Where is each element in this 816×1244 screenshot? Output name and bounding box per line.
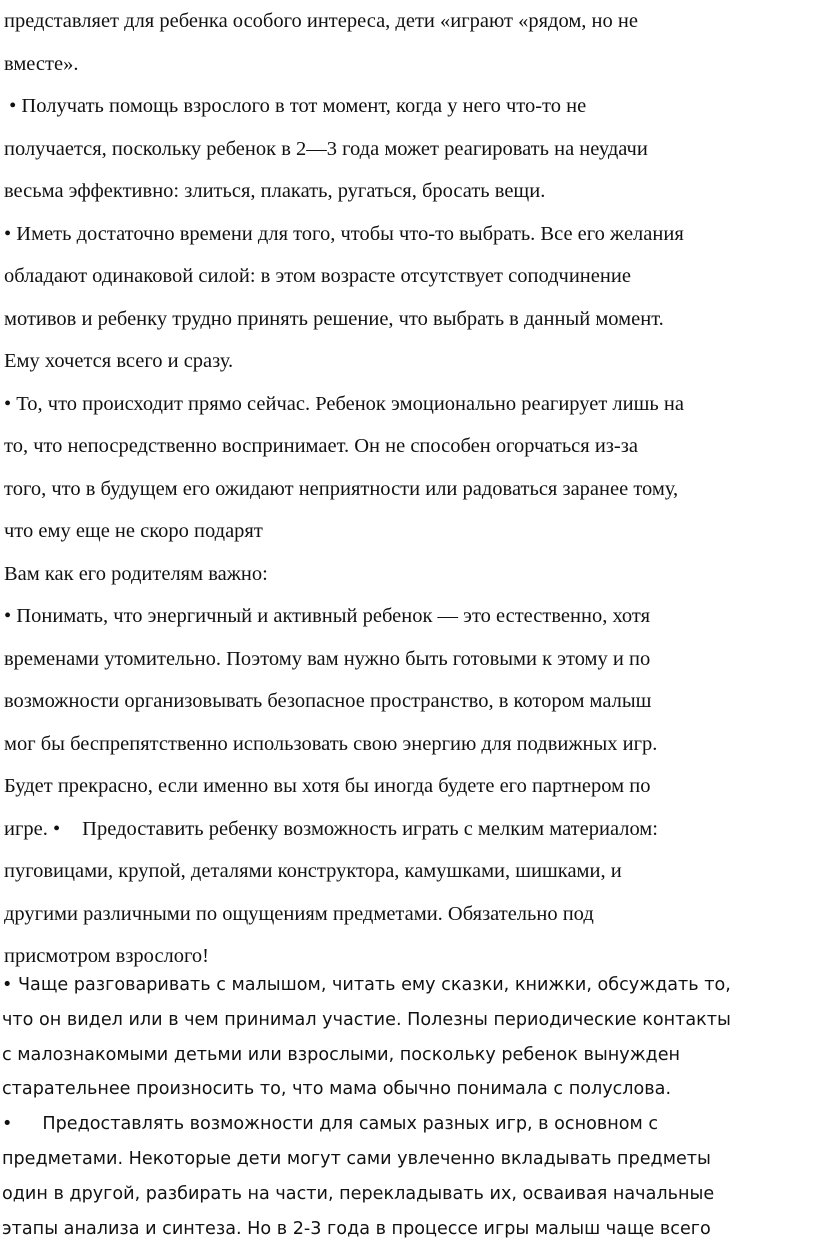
text-line: что ему еще не скоро подарят (4, 520, 263, 542)
text-line: один в другой, разбирать на части, перекладывать их, осваивая начальные (2, 1183, 715, 1204)
text-line: возможности организовывать безопасное пространство, в котором малыш (4, 690, 652, 712)
text-line: обладают одинаковой силой: в этом возрасте отсутствует соподчинение (4, 265, 631, 287)
text-line: пуговицами, крупой, деталями конструктора, камушками, шишками, и (4, 860, 622, 882)
text-line: что он видел или в чем принимал участие. Полезны периодические контакты (2, 1009, 731, 1030)
text-line: • То, что происходит прямо сейчас. Ребенок эмоционально реагирует лишь на (4, 392, 684, 415)
text-line: Ему хочется всего и сразу. (4, 350, 234, 372)
text-line: • Получать помощь взрослого в тот момент, когда у него что-то не (4, 95, 587, 117)
text-line: Будет прекрасно, если именно вы хотя бы иногда будете его партнером по (4, 775, 651, 797)
text-line: старательнее произносить то, что мама обычно понимала с полуслова. (2, 1079, 672, 1100)
serif-text-block (4, 0, 816, 978)
text-line: • Чаще разговаривать с малышом, читать ему сказки, книжки, обсуждать то, (2, 975, 731, 995)
text-line: вместе». (4, 52, 79, 75)
sans-text-block (2, 968, 816, 1244)
text-line: с малознакомыми детьми или взрослыми, поскольку ребенок вынужден (2, 1044, 681, 1065)
text-line (2, 1107, 816, 1142)
text-line: весьма эффективно: злиться, плакать, ругаться, бросать вещи. (4, 180, 546, 202)
text-line: другими различными по ощущениям предметами. Обязательно под (4, 902, 594, 925)
text-line-end: Предоставлять возможности для самых разных игр, в основном с (42, 1114, 659, 1135)
text-line: предметами. Некоторые дети могут сами увлеченно вкладывать предметы (2, 1148, 711, 1169)
text-line: того, что в будущем его ожидают неприятности или радоваться заранее тому, (4, 477, 679, 500)
text-line: • Иметь достаточно времени для того, чтобы что-то выбрать. Все его желания (4, 222, 684, 245)
text-line: получается, поскольку ребенок в 2—3 года может реагировать на неудачи (4, 137, 648, 160)
text-line: временами утомительно. Поэтому вам нужно быть готовыми к этому и по (4, 647, 651, 670)
text-line: мог бы беспрепятственно использовать свою энергию для подвижных игр. (4, 732, 658, 755)
text-line (4, 808, 816, 851)
bullet-mark: • (2, 1114, 13, 1135)
text-line-end: Предоставить ребенку возможность играть с мелким материалом: (82, 817, 658, 840)
text-line-start: игре. • (4, 817, 61, 840)
text-line: этапы анализа и синтеза. Но в 2-3 года в процессе игры малыш чаще всего (2, 1218, 711, 1239)
text-line: • Понимать, что энергичный и активный ребенок — это естественно, хотя (4, 605, 651, 627)
text-line: Вам как его родителям важно: (4, 562, 268, 585)
text-line: присмотром взрослого! (4, 945, 209, 967)
text-line: представляет для ребенка особого интереса, дети «играют «рядом, но не (4, 10, 638, 32)
text-line: мотивов и ребенку трудно принять решение, что выбрать в данный момент. (4, 307, 664, 330)
text-line: то, что непосредственно воспринимает. Он не способен огорчаться из-за (4, 435, 638, 457)
